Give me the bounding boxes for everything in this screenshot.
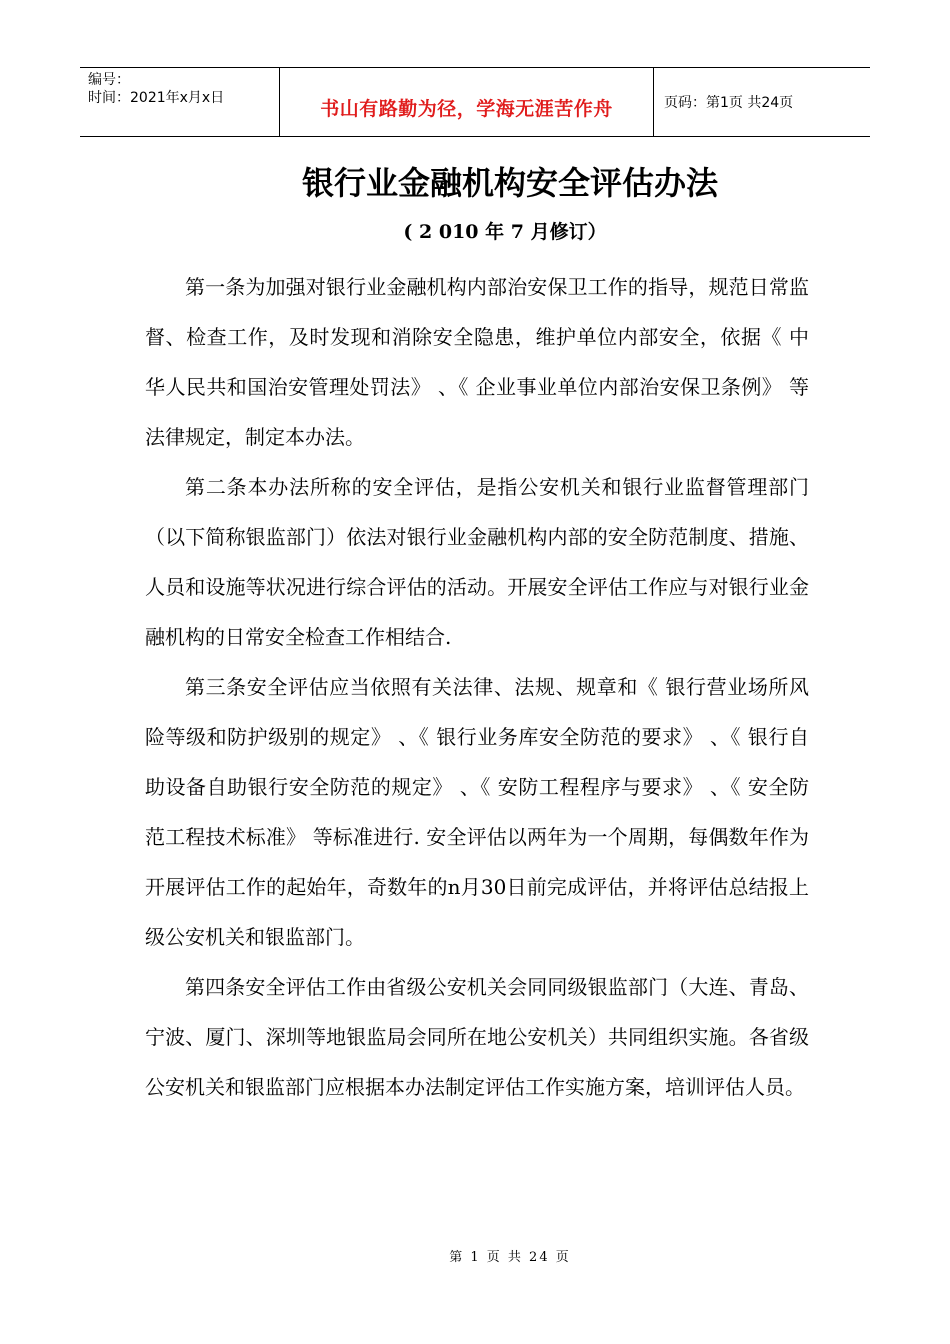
document-number-label: 编号： — [88, 72, 130, 88]
header-motto: 书山有路勤为径，学海无涯苦作舟 — [320, 97, 613, 120]
document-title: 银行业金融机构安全评估办法 — [301, 164, 718, 202]
document-subtitle: ( 2 010 年 7 月修订） — [403, 221, 607, 243]
page-footer: 第 1 页 共 24 页 — [449, 1250, 571, 1265]
article-paragraph: 第一条为加强对银行业金融机构内部治安保卫工作的指导，规范日常监督、检查工作，及时发现和消除安全隐患，维护单位内部安全，依据《 中华人民共和国治安管理处罚法》 、《 企业事业单位内部治安保卫条例》 等法律规定，制定本办法。 — [145, 275, 809, 449]
document-date: 时间：2021年x月x日 — [88, 90, 225, 106]
header-meta — [80, 68, 280, 136]
article-paragraph: 第四条安全评估工作由省级公安机关会同同级银监部门（大连、青岛、宁波、厦门、深圳等地银监局会同所在地公安机关）共同组织实施。各省级公安机关和银监部门应根据本办法制定评估工作实施方案，培训评估人员。 — [145, 975, 809, 1099]
header-motto-cell — [280, 68, 654, 136]
page-info-text: 页码：第1页 共24页 — [664, 95, 794, 111]
document-header — [80, 67, 870, 137]
document-body — [145, 262, 809, 1112]
article-paragraph: 第三条安全评估应当依照有关法律、法规、规章和《 银行营业场所风险等级和防护级别的规定》 、《 银行业务库安全防范的要求》 、《 银行自助设备自助银行安全防范的规定》 、《 安防工程程序与要求》 、《 安全防范工程技术标准》 等标准进行. 安全评估以两年为一个周期，每偶数年作为开展评估工作的起始年，奇数年的n月30日前完成评估，并将评估总结报上级公安机关和银监部门。 — [145, 675, 809, 949]
article-paragraph: 第二条本办法所称的安全评估，是指公安机关和银行业监督管理部门（以下简称银监部门）依法对银行业金融机构内部的安全防范制度、措施、人员和设施等状况进行综合评估的活动。开展安全评估工作应与对银行业金融机构的日常安全检查工作相结合. — [145, 475, 809, 649]
header-page-info — [654, 68, 870, 136]
